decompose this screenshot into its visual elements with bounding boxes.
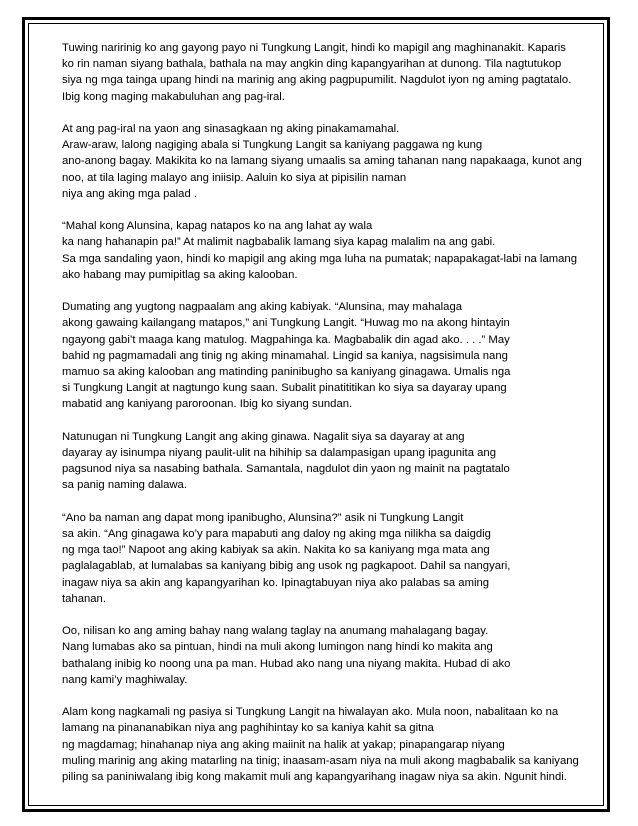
text-line: ka nang hahanapin pa!” At malimit nagbabalik lamang siya kapag malalim na ang gabi. xyxy=(62,236,496,249)
text-line: sa akin. “Ang ginagawa ko’y para mapabuti ang daloy ng aking mga nilikha sa daigdig xyxy=(62,528,491,541)
text-line: piling sa paniniwalang ibig kong makamit muli ang kapangyarihang inagaw niya sa akin. Ngunit hindi. xyxy=(62,771,567,784)
text-line: nang kami’y maghiwalay. xyxy=(62,673,188,686)
paragraph xyxy=(62,429,582,494)
text-line: ko rin naman siyang bathala, bathala na may angkin ding kapangyarihan at dunong. Tila nagtutukop xyxy=(62,58,562,71)
text-line: At ang pag-iral na yaon ang sinasagkaan ng aking pinakamamahal. xyxy=(62,123,400,135)
paragraph xyxy=(62,121,582,202)
text-line: Nang lumabas ako sa pintuan, hindi na muli akong lumingon nang hindi ko makita ang xyxy=(62,641,493,654)
text-line: mabatid ang kaniyang paroroonan. Ibig ko siyang sundan. xyxy=(62,398,353,411)
text-line: Oo, nilisan ko ang aming bahay nang walang taglay na anumang mahalagang bagay. xyxy=(62,625,489,638)
paragraph xyxy=(62,704,582,785)
text-line: ano-anong bagay. Makikita ko na lamang siyang umaalis sa aming tahanan nang napakaaga, kunot ang xyxy=(62,155,582,168)
text-line: sa panig naming dalawa. xyxy=(62,479,187,492)
text-line: Sa mga sandaling yaon, hindi ko mapigil ang aking mga luha na pumatak; napapakagat-labi na lamang xyxy=(62,252,577,265)
text-line: muling marinig ang aking matarling na tinig; inaasam-asam niya na muli akong magbabalik sa kaniyang xyxy=(62,754,579,767)
text-line: Dumating ang yugtong nagpaalam ang aking kabiyak. “Alunsina, may mahalaga xyxy=(62,301,463,314)
text-line: niya ang aking mga palad . xyxy=(62,187,198,200)
text-line: ngayong gabi’t maaga kang matulog. Magpahinga ka. Magbabalik din agad ako. . . .” May xyxy=(62,333,510,346)
text-line: Natunugan ni Tungkung Langit ang aking ginawa. Nagalit siya sa dayaray at ang xyxy=(62,430,465,443)
paragraph xyxy=(62,40,582,105)
document-body xyxy=(62,40,582,801)
text-line: ako habang may pumipitlag sa aking kalooban. xyxy=(62,268,298,281)
text-line: mamuo sa aking kalooban ang matinding paninibugho sa kaniyang ginagawa. Umalis nga xyxy=(62,366,511,379)
text-line: dayaray ay isinumpa niyang paulit-ulit na hihihip sa dalampasigan upang ipagunita ang xyxy=(62,447,496,460)
text-line: pagsunod niya sa nasabing bathala. Samantala, nagdulot din yaon ng mainit na pagtatalo xyxy=(62,463,510,476)
text-line: Alam kong nagkamali ng pasiya si Tungkung Langit na hiwalayan ako. Mula noon, nabalitaan ko na xyxy=(62,706,559,719)
text-line: bahid ng pagmamadali ang tinig ng aking minamahal. Lingid sa kaniya, nagsisimula nang xyxy=(62,349,508,362)
text-line: ng magdamag; hinahanap niya ang aking maiinit na halik at yakap; pinapangarap niyang xyxy=(62,738,505,751)
paragraph xyxy=(62,623,582,688)
text-line: Tuwing naririnig ko ang gayong payo ni Tungkung Langit, hindi ko mapigil ang maghinanakit. Kaparis xyxy=(62,42,566,54)
text-line: si Tungkung Langit at nagtungo kung saan. Subalit pinatititikan ko siya sa dayaray upang xyxy=(62,382,507,395)
text-line: siya ng mga tainga upang hindi na marinig ang aking pagpupumilit. Nagdulot iyon ng aming pagtatalo. xyxy=(62,74,572,87)
text-line: Araw-araw, lalong nagiging abala si Tungkung Langit sa kaniyang paggawa ng kung xyxy=(62,139,483,152)
text-line: akong gawaing kailangang matapos,” ani Tungkung Langit. “Huwag mo na akong hintayin xyxy=(62,317,510,330)
paragraph xyxy=(62,218,582,283)
text-line: inagaw niya sa akin ang kapangyarihan ko. Ipinagtabuyan niya ako palabas sa aming xyxy=(62,576,490,589)
text-line: bathalang inibig ko noong una pa man. Hubad ako nang una niyang makita. Hubad di ako xyxy=(62,657,511,670)
paragraph xyxy=(62,299,582,412)
text-line: paglalagablab, at lumalabas sa kaniyang bibig ang usok ng pagkapoot. Dahil sa nangyari, xyxy=(62,560,511,573)
text-line: tahanan. xyxy=(62,592,106,605)
text-line: “Ano ba naman ang dapat mong ipanibugho, Alunsina?” asik ni Tungkung Langit xyxy=(62,511,464,524)
text-line: lamang na pinananabikan niya ang paghihintay ko sa kaniya kahit sa gitna xyxy=(62,722,434,735)
text-line: ng mga tao!” Napoot ang aking kabiyak sa akin. Nakita ko sa kaniyang mga mata ang xyxy=(62,544,490,557)
text-line: noo, at tila laging malayo ang iniisip. Aaluin ko siya at pipisilin naman xyxy=(62,171,407,184)
text-line: Ibig kong maging makabuluhan ang pag-iral. xyxy=(62,90,285,103)
text-line: “Mahal kong Alunsina, kapag natapos ko na ang lahat ay wala xyxy=(62,220,373,233)
paragraph xyxy=(62,510,582,607)
